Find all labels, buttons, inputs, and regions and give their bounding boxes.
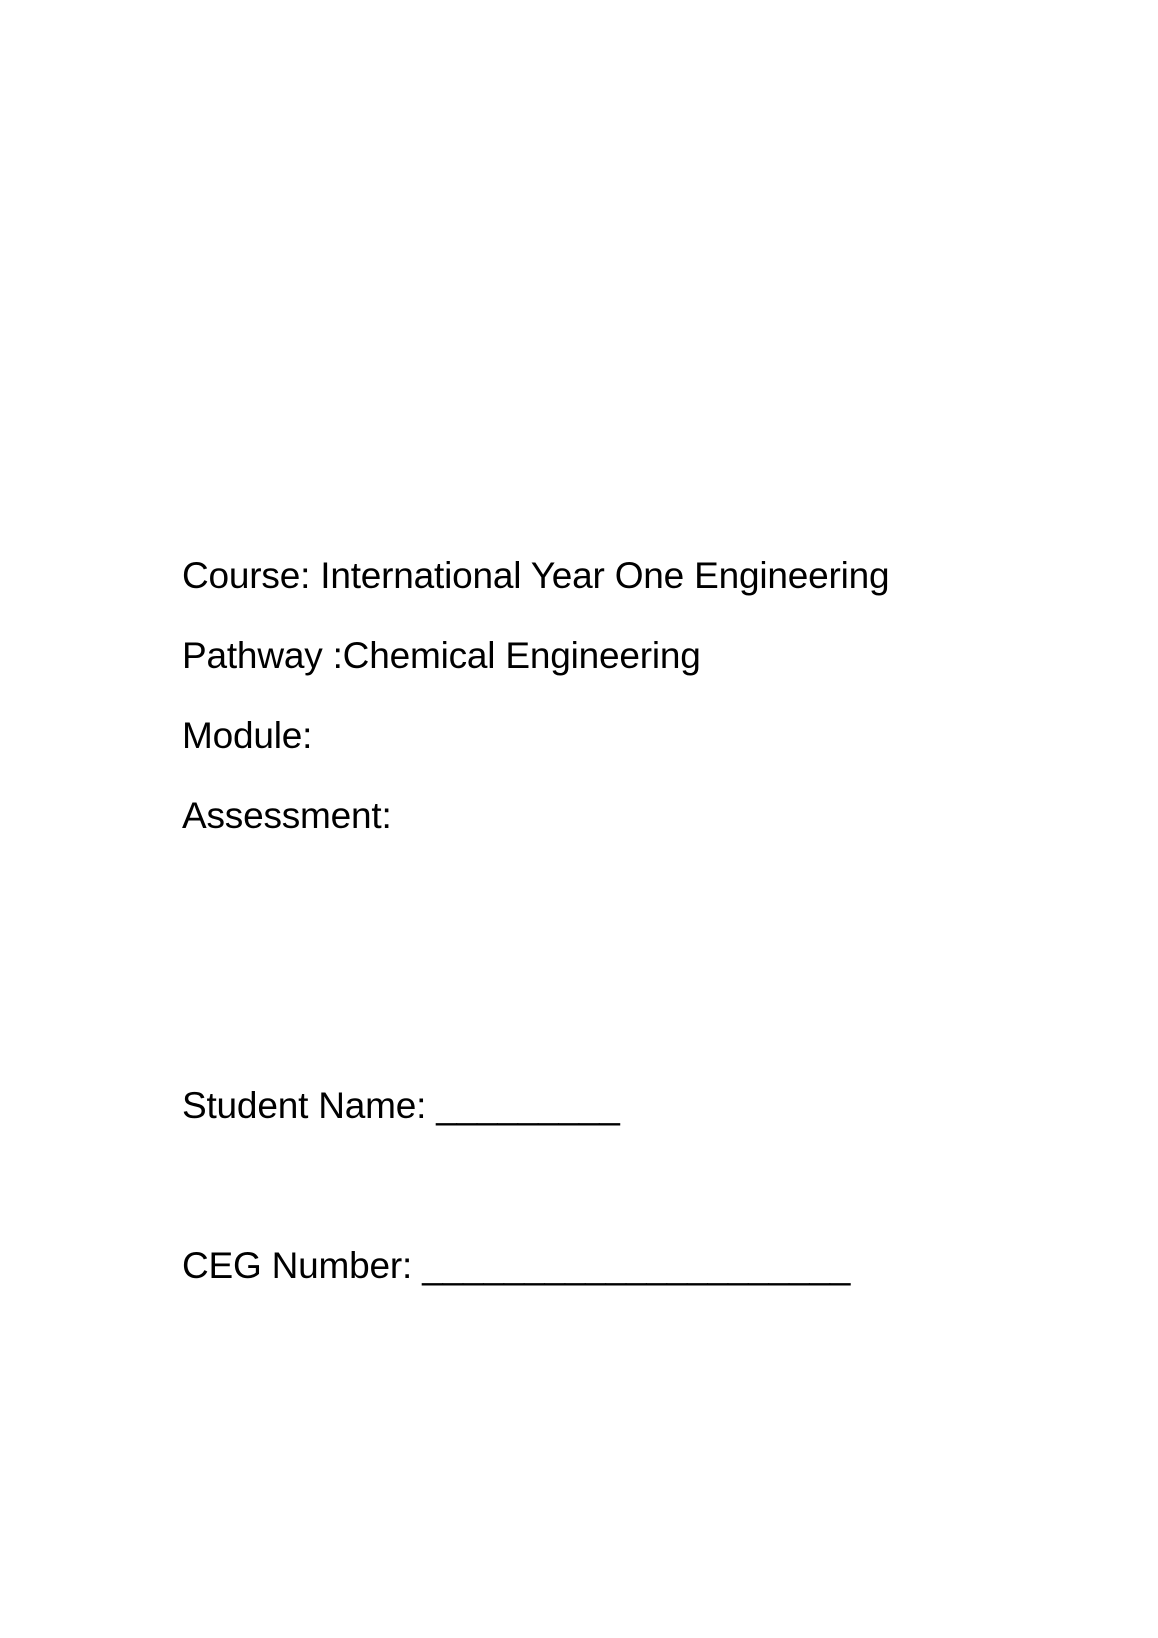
ceg-number-line: CEG Number: _____________________	[182, 1245, 851, 1286]
assessment-line: Assessment:	[182, 795, 392, 836]
pathway-line: Pathway :Chemical Engineering	[182, 635, 701, 676]
module-line: Module:	[182, 715, 313, 756]
student-name-line: Student Name: _________	[182, 1085, 620, 1126]
course-line: Course: International Year One Engineering	[182, 555, 890, 596]
